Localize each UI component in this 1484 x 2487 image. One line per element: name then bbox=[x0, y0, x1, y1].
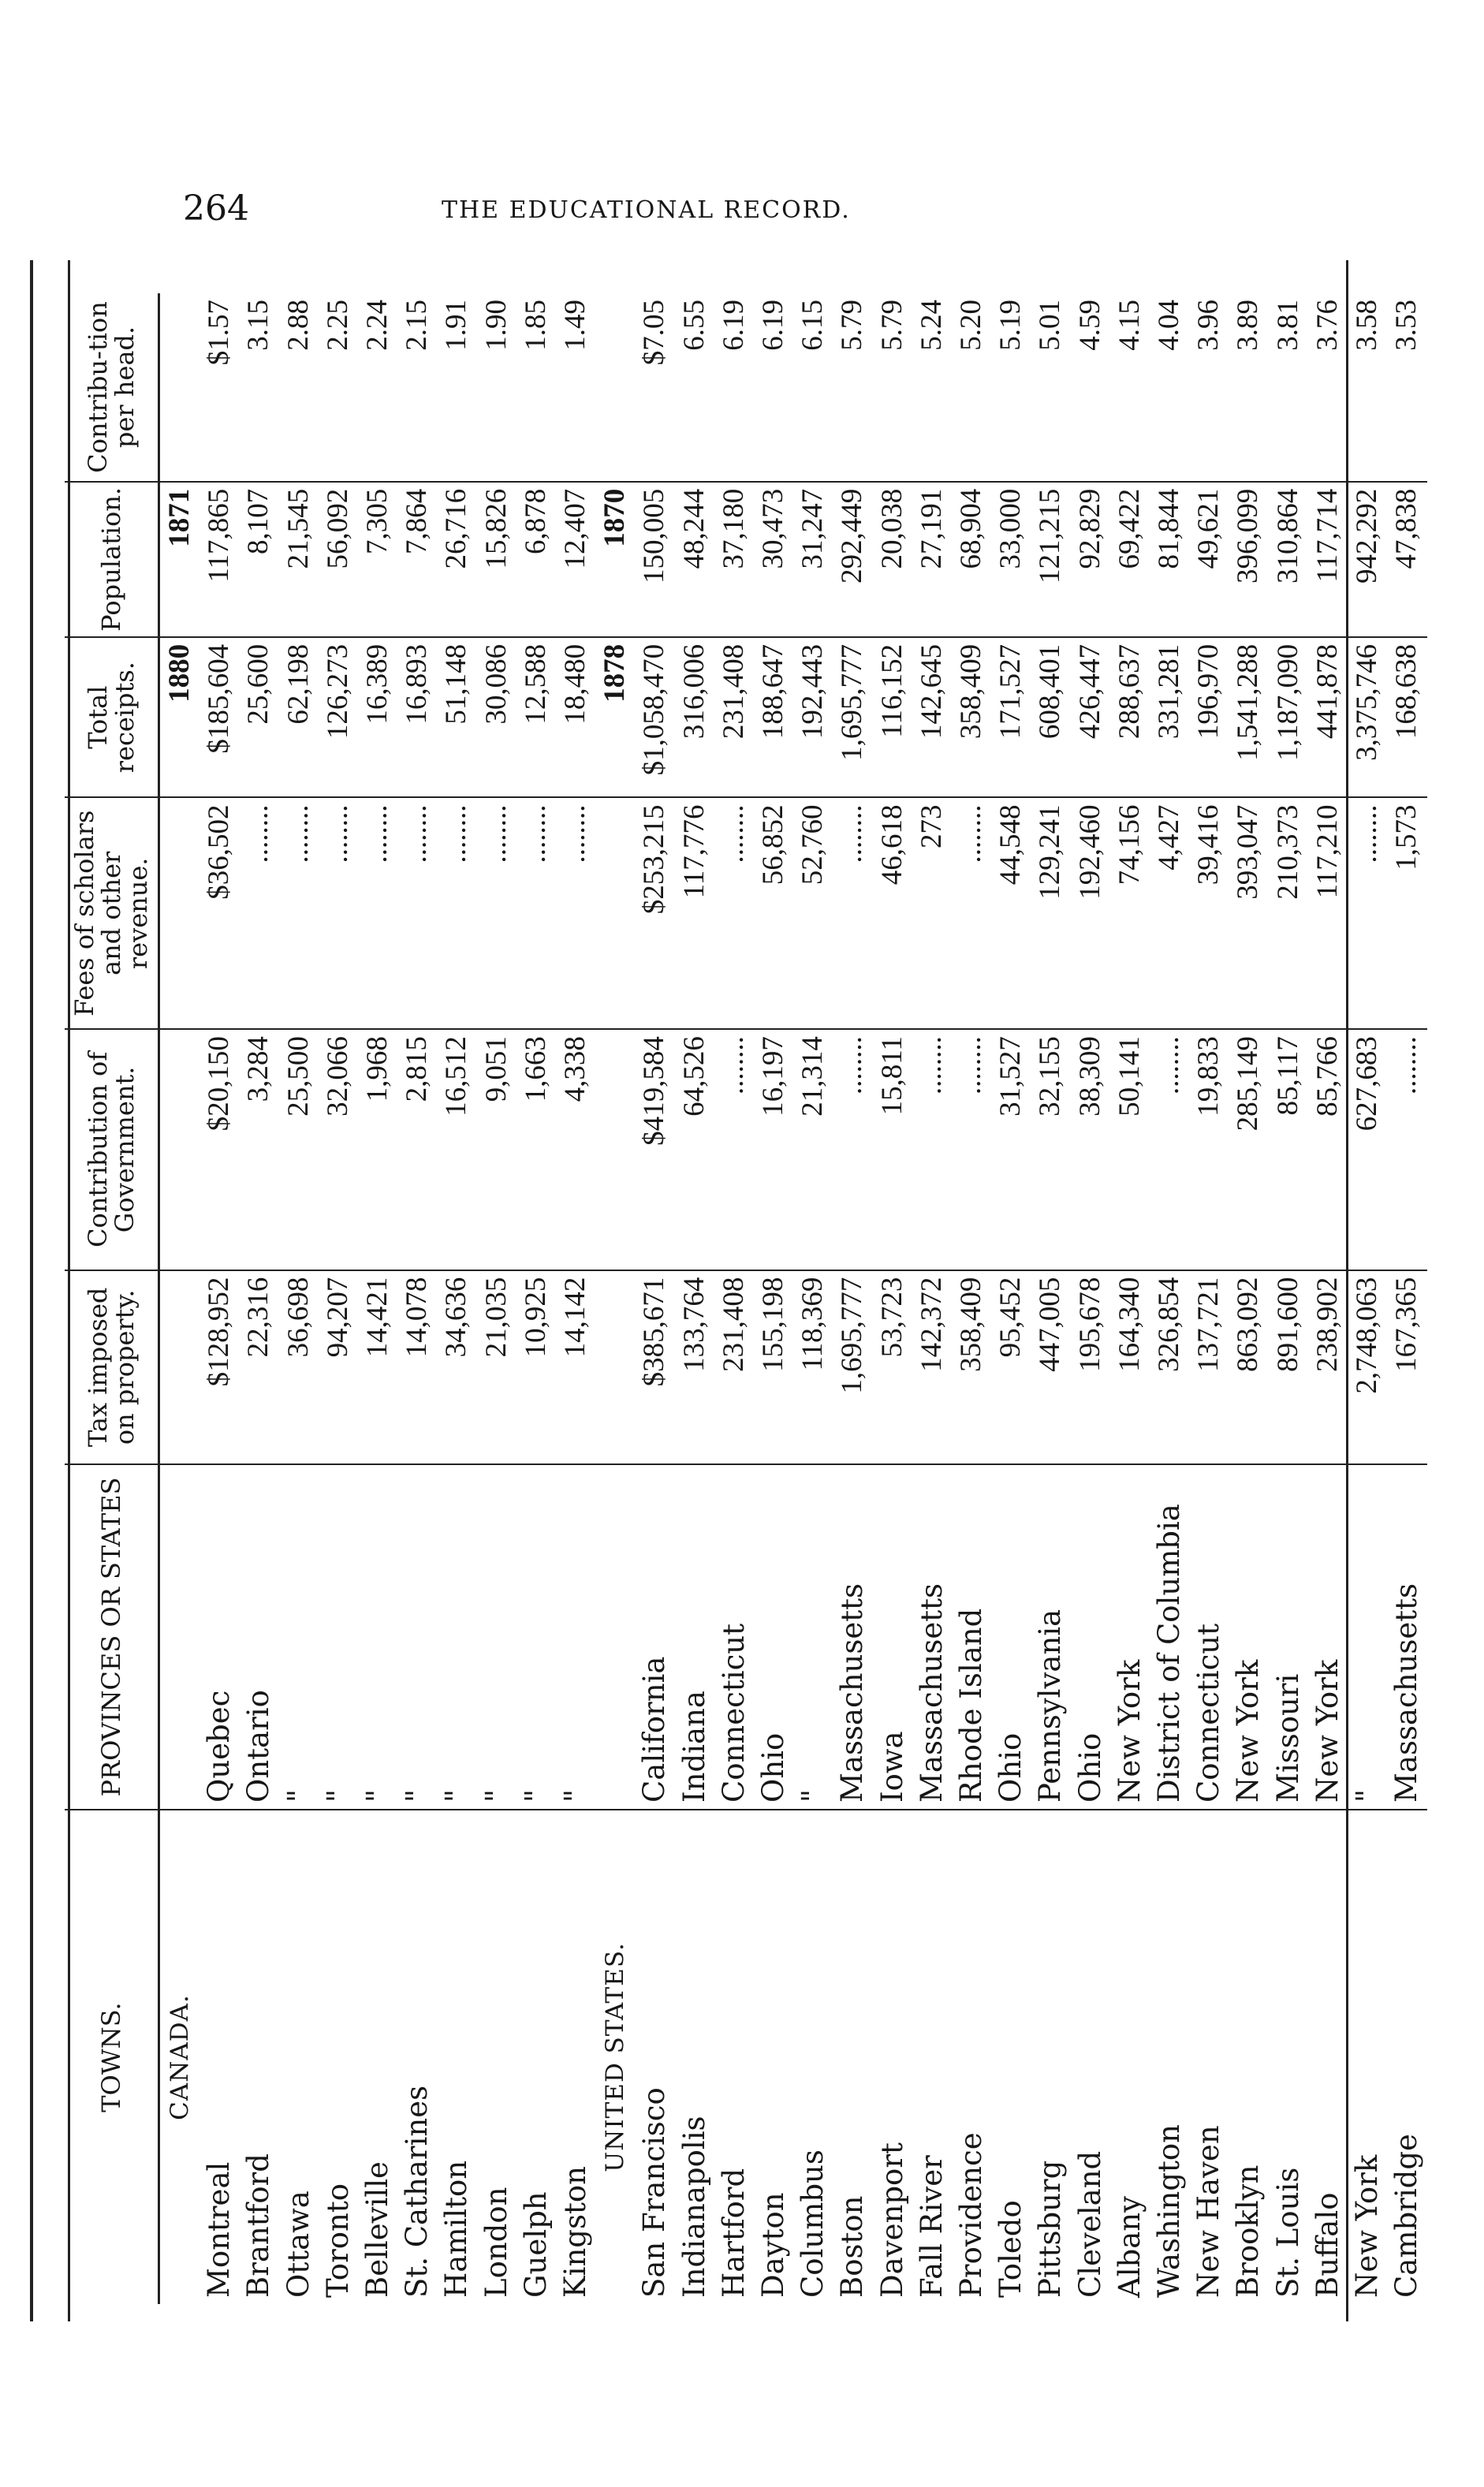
province-state: Iowa bbox=[873, 1464, 912, 1810]
province-state: Pennsylvania bbox=[1031, 1464, 1070, 1810]
government-value: ........ bbox=[833, 1029, 872, 1270]
fees-value: 74,156 bbox=[1110, 797, 1150, 1029]
per-head-value: 2.15 bbox=[397, 293, 437, 482]
province-state: Massachusetts bbox=[833, 1464, 872, 1810]
per-head-value: 5.19 bbox=[991, 293, 1031, 482]
per-head-value: 5.24 bbox=[912, 293, 952, 482]
government-value: ........ bbox=[952, 1029, 991, 1270]
per-head-value: 2.24 bbox=[358, 293, 397, 482]
table-row bbox=[1189, 293, 1229, 2304]
town-name: Indianapolis bbox=[677, 2116, 711, 2298]
per-head-value: 3.89 bbox=[1229, 293, 1268, 482]
population-value: 92,829 bbox=[1071, 482, 1110, 637]
fees-value: ........ bbox=[833, 797, 872, 1029]
province-state: Connecticut bbox=[1189, 1464, 1229, 1810]
population-value: 27,191 bbox=[912, 482, 952, 637]
per-head-value: 5.79 bbox=[833, 293, 872, 482]
government-value: 25,500 bbox=[279, 1029, 319, 1270]
tax-value: 94,207 bbox=[319, 1270, 358, 1464]
table-row bbox=[1150, 293, 1189, 2304]
town-name: Dayton bbox=[756, 2192, 791, 2298]
total-receipts-value: 25,600 bbox=[239, 637, 278, 798]
per-head-value: 1.91 bbox=[437, 293, 476, 482]
total-receipts-value: 608,401 bbox=[1031, 637, 1070, 798]
total-receipts-value: 231,408 bbox=[714, 637, 754, 798]
table-row bbox=[397, 293, 437, 2304]
province-state: " bbox=[556, 1464, 595, 1810]
col-total: Total receipts. bbox=[65, 637, 159, 798]
province-state: Ohio bbox=[991, 1464, 1031, 1810]
province-state: " bbox=[319, 1464, 358, 1810]
table-row bbox=[754, 293, 793, 2304]
table-row bbox=[1269, 293, 1308, 2304]
government-value: ........ bbox=[912, 1029, 952, 1270]
province-state: " bbox=[358, 1464, 397, 1810]
town-name: Cambridge bbox=[1389, 2134, 1424, 2298]
population-value: 8,107 bbox=[239, 482, 278, 637]
table-row bbox=[239, 293, 278, 2304]
total-receipts-value: 12,588 bbox=[516, 637, 556, 798]
town-name: Columbus bbox=[796, 2150, 830, 2298]
tax-value: $128,952 bbox=[199, 1270, 239, 1464]
town-name: Ottawa bbox=[281, 2191, 315, 2298]
town-name: Brooklyn bbox=[1231, 2164, 1266, 2298]
population-value: 7,305 bbox=[358, 482, 397, 637]
total-receipts-value: 1,541,288 bbox=[1229, 637, 1268, 798]
total-receipts-value: 1,695,777 bbox=[833, 637, 872, 798]
tax-value: 14,421 bbox=[358, 1270, 397, 1464]
town-name: Hartford bbox=[716, 2168, 751, 2298]
fees-value: $36,502 bbox=[199, 797, 239, 1029]
government-value: 38,309 bbox=[1071, 1029, 1110, 1270]
table-row bbox=[912, 293, 952, 2304]
province-state: " bbox=[437, 1464, 476, 1810]
col-tax: Tax imposed on property. bbox=[65, 1270, 159, 1464]
population-value: 69,422 bbox=[1110, 482, 1150, 637]
fees-value: $253,215 bbox=[635, 797, 674, 1029]
table-row bbox=[516, 293, 556, 2304]
government-value: 16,512 bbox=[437, 1029, 476, 1270]
table-row bbox=[1229, 293, 1268, 2304]
per-head-value: 5.01 bbox=[1031, 293, 1070, 482]
total-receipts-value: 3,375,746 bbox=[1348, 637, 1387, 798]
table-row bbox=[437, 293, 476, 2304]
government-value: 64,526 bbox=[675, 1029, 714, 1270]
province-state: " bbox=[516, 1464, 556, 1810]
fees-value: 44,548 bbox=[991, 797, 1031, 1029]
total-receipts-value: 441,878 bbox=[1308, 637, 1348, 798]
town-name: Montreal bbox=[202, 2161, 237, 2298]
col-fees: Fees of scholars and other revenue. bbox=[65, 797, 159, 1029]
tax-value: 133,764 bbox=[675, 1270, 714, 1464]
canada-section bbox=[159, 293, 596, 2304]
fees-value: ........ bbox=[437, 797, 476, 1029]
tax-value: 14,078 bbox=[397, 1270, 437, 1464]
fees-value: ........ bbox=[1348, 797, 1387, 1029]
fees-value: 117,776 bbox=[675, 797, 714, 1029]
province-state: Connecticut bbox=[714, 1464, 754, 1810]
total-receipts-value: 30,086 bbox=[477, 637, 516, 798]
tax-value: 142,372 bbox=[912, 1270, 952, 1464]
town-name: Washington bbox=[1152, 2123, 1187, 2298]
tax-value: 14,142 bbox=[556, 1270, 595, 1464]
running-head: THE EDUCATIONAL RECORD. bbox=[442, 196, 851, 224]
fees-value: ........ bbox=[477, 797, 516, 1029]
government-value: 16,197 bbox=[754, 1029, 793, 1270]
per-head-value: 5.20 bbox=[952, 293, 991, 482]
total-receipts-value: 426,447 bbox=[1071, 637, 1110, 798]
col-towns: TOWNS. bbox=[65, 1810, 159, 2304]
province-state: Massachusetts bbox=[1387, 1464, 1426, 1810]
total-receipts-value: 331,281 bbox=[1150, 637, 1189, 798]
province-state: Missouri bbox=[1269, 1464, 1308, 1810]
table-row bbox=[793, 293, 833, 2304]
per-head-value: 3.76 bbox=[1308, 293, 1348, 482]
table-row bbox=[1308, 293, 1348, 2304]
government-value: 31,527 bbox=[991, 1029, 1031, 1270]
tax-value: 118,369 bbox=[793, 1270, 833, 1464]
fees-value: 192,460 bbox=[1071, 797, 1110, 1029]
table-row bbox=[1387, 293, 1426, 2304]
population-value: 30,473 bbox=[754, 482, 793, 637]
tax-value: 95,452 bbox=[991, 1270, 1031, 1464]
total-receipts-value: 196,970 bbox=[1189, 637, 1229, 798]
province-state: " bbox=[793, 1464, 833, 1810]
table-row bbox=[358, 293, 397, 2304]
fees-value: ........ bbox=[319, 797, 358, 1029]
population-value: 150,005 bbox=[635, 482, 674, 637]
table-row bbox=[1031, 293, 1070, 2304]
tax-value: 137,721 bbox=[1189, 1270, 1229, 1464]
tax-value: 34,636 bbox=[437, 1270, 476, 1464]
fees-value: ........ bbox=[397, 797, 437, 1029]
population-value: 12,407 bbox=[556, 482, 595, 637]
fees-value: 46,618 bbox=[873, 797, 912, 1029]
table-row bbox=[991, 293, 1031, 2304]
province-state: " bbox=[397, 1464, 437, 1810]
town-name: Toronto bbox=[320, 2183, 355, 2298]
page-header bbox=[0, 185, 1484, 233]
population-value: 20,038 bbox=[873, 482, 912, 637]
per-head-value: 1.90 bbox=[477, 293, 516, 482]
fees-value: ........ bbox=[358, 797, 397, 1029]
total-receipts-value: 51,148 bbox=[437, 637, 476, 798]
province-state: Indiana bbox=[675, 1464, 714, 1810]
total-receipts-value: 62,198 bbox=[279, 637, 319, 798]
page-number: 264 bbox=[183, 188, 249, 229]
us-caption-row bbox=[595, 293, 635, 2304]
province-state: New York bbox=[1308, 1464, 1348, 1810]
government-value: 50,141 bbox=[1110, 1029, 1150, 1270]
population-value: 26,716 bbox=[437, 482, 476, 637]
population-value: 7,864 bbox=[397, 482, 437, 637]
table-row bbox=[1110, 293, 1150, 2304]
school-revenue-table bbox=[65, 293, 1427, 2304]
col-per-head: Contribu-tion per head. bbox=[65, 293, 159, 482]
tax-value: 326,854 bbox=[1150, 1270, 1189, 1464]
town-name: Buffalo bbox=[1310, 2192, 1344, 2298]
town-name: Hamilton bbox=[439, 2160, 474, 2298]
per-head-value: 2.88 bbox=[279, 293, 319, 482]
province-state: Quebec bbox=[199, 1464, 239, 1810]
government-value: 2,815 bbox=[397, 1029, 437, 1270]
population-value: 117,865 bbox=[199, 482, 239, 637]
government-value: 1,663 bbox=[516, 1029, 556, 1270]
tax-value: 164,340 bbox=[1110, 1270, 1150, 1464]
province-state: New York bbox=[1110, 1464, 1150, 1810]
tax-value: 447,005 bbox=[1031, 1270, 1070, 1464]
town-name: Toledo bbox=[994, 2200, 1028, 2298]
province-state: " bbox=[279, 1464, 319, 1810]
population-value: 81,844 bbox=[1150, 482, 1189, 637]
table-header-row bbox=[65, 293, 159, 2304]
total-receipts-value: 126,273 bbox=[319, 637, 358, 798]
fees-value: ........ bbox=[952, 797, 991, 1029]
population-value: 56,092 bbox=[319, 482, 358, 637]
fees-value: 210,373 bbox=[1269, 797, 1308, 1029]
town-name: Fall River bbox=[914, 2155, 949, 2298]
fees-value: ........ bbox=[516, 797, 556, 1029]
outer-rule bbox=[30, 260, 33, 2321]
fees-value: 1,573 bbox=[1387, 797, 1426, 1029]
table-row bbox=[319, 293, 358, 2304]
per-head-value: 6.55 bbox=[675, 293, 714, 482]
per-head-value: 4.15 bbox=[1110, 293, 1150, 482]
government-value: 19,833 bbox=[1189, 1029, 1229, 1270]
population-value: 49,621 bbox=[1189, 482, 1229, 637]
province-state: " bbox=[1348, 1464, 1387, 1810]
tax-value: 358,409 bbox=[952, 1270, 991, 1464]
total-receipts-value: 171,527 bbox=[991, 637, 1031, 798]
tax-value: 22,316 bbox=[239, 1270, 278, 1464]
table-row bbox=[873, 293, 912, 2304]
per-head-value: $7.05 bbox=[635, 293, 674, 482]
total-receipts-value: $185,604 bbox=[199, 637, 239, 798]
town-name: Kingston bbox=[558, 2166, 593, 2298]
per-head-value: 6.15 bbox=[793, 293, 833, 482]
fees-value: 52,760 bbox=[793, 797, 833, 1029]
tax-value: 36,698 bbox=[279, 1270, 319, 1464]
table-row bbox=[714, 293, 754, 2304]
table-row bbox=[1071, 293, 1110, 2304]
canada-caption: CANADA. bbox=[166, 1994, 194, 2120]
population-value: 47,838 bbox=[1387, 482, 1426, 637]
per-head-value: 3.96 bbox=[1189, 293, 1229, 482]
town-name: Providence bbox=[954, 2132, 989, 2298]
population-value: 396,099 bbox=[1229, 482, 1268, 637]
tax-value: 10,925 bbox=[516, 1270, 556, 1464]
province-state: Rhode Island bbox=[952, 1464, 991, 1810]
total-receipts-value: 16,893 bbox=[397, 637, 437, 798]
col-population: Population. bbox=[65, 482, 159, 637]
tax-value: 891,600 bbox=[1269, 1270, 1308, 1464]
tax-value: 863,092 bbox=[1229, 1270, 1268, 1464]
tax-value: 195,678 bbox=[1071, 1270, 1110, 1464]
us-caption: UNITED STATES. bbox=[601, 1942, 630, 2172]
tax-value: 238,902 bbox=[1308, 1270, 1348, 1464]
town-name: Davenport bbox=[874, 2142, 909, 2298]
government-value: 15,811 bbox=[873, 1029, 912, 1270]
us-receipts-year: 1878 bbox=[595, 637, 635, 798]
total-receipts-value: 16,389 bbox=[358, 637, 397, 798]
fees-value: 393,047 bbox=[1229, 797, 1268, 1029]
total-receipts-value: $1,058,470 bbox=[635, 637, 674, 798]
total-receipts-value: 358,409 bbox=[952, 637, 991, 798]
table-row bbox=[556, 293, 595, 2304]
government-value: 21,314 bbox=[793, 1029, 833, 1270]
total-receipts-value: 168,638 bbox=[1387, 637, 1426, 798]
per-head-value: 5.79 bbox=[873, 293, 912, 482]
table-row bbox=[279, 293, 319, 2304]
table-row bbox=[833, 293, 872, 2304]
total-receipts-value: 18,480 bbox=[556, 637, 595, 798]
town-name: Cleveland bbox=[1072, 2150, 1107, 2298]
population-value: 37,180 bbox=[714, 482, 754, 637]
table-row bbox=[675, 293, 714, 2304]
town-name: Albany bbox=[1112, 2195, 1147, 2298]
government-value: 32,155 bbox=[1031, 1029, 1070, 1270]
government-value: 9,051 bbox=[477, 1029, 516, 1270]
population-value: 15,826 bbox=[477, 482, 516, 637]
town-name: New York bbox=[1350, 2154, 1385, 2298]
table-row bbox=[635, 293, 674, 2304]
fees-value: ........ bbox=[714, 797, 754, 1029]
total-receipts-value: 288,637 bbox=[1110, 637, 1150, 798]
government-value: $419,584 bbox=[635, 1029, 674, 1270]
canada-caption-row bbox=[159, 293, 200, 2304]
population-value: 31,247 bbox=[793, 482, 833, 637]
government-value: 32,066 bbox=[319, 1029, 358, 1270]
population-value: 6,878 bbox=[516, 482, 556, 637]
fees-value: 4,427 bbox=[1150, 797, 1189, 1029]
population-value: 310,864 bbox=[1269, 482, 1308, 637]
town-name: London bbox=[479, 2187, 513, 2298]
tax-value: $385,671 bbox=[635, 1270, 674, 1464]
col-government: Contribution of Government. bbox=[65, 1029, 159, 1270]
town-name: St. Catharines bbox=[400, 2085, 434, 2298]
fees-value: 39,416 bbox=[1189, 797, 1229, 1029]
us-section bbox=[595, 293, 1426, 2304]
government-value: 85,766 bbox=[1308, 1029, 1348, 1270]
per-head-value: 1.85 bbox=[516, 293, 556, 482]
total-receipts-value: 192,443 bbox=[793, 637, 833, 798]
fees-value: ........ bbox=[239, 797, 278, 1029]
province-state: Ontario bbox=[239, 1464, 278, 1810]
government-value: 627,683 bbox=[1348, 1029, 1387, 1270]
per-head-value: 1.49 bbox=[556, 293, 595, 482]
government-value: 1,968 bbox=[358, 1029, 397, 1270]
population-value: 942,292 bbox=[1348, 482, 1387, 637]
town-name: Pittsburg bbox=[1033, 2160, 1068, 2298]
fees-value: 273 bbox=[912, 797, 952, 1029]
town-name: San Francisco bbox=[637, 2087, 672, 2298]
province-state: New York bbox=[1229, 1464, 1268, 1810]
per-head-value: 6.19 bbox=[714, 293, 754, 482]
population-value: 33,000 bbox=[991, 482, 1031, 637]
town-name: St. Louis bbox=[1270, 2167, 1305, 2298]
table-row bbox=[952, 293, 991, 2304]
canada-receipts-year: 1880 bbox=[159, 637, 200, 798]
government-value: 285,149 bbox=[1229, 1029, 1268, 1270]
total-receipts-value: 188,647 bbox=[754, 637, 793, 798]
rotated-table bbox=[63, 268, 1424, 2318]
tax-value: 155,198 bbox=[754, 1270, 793, 1464]
town-name: Guelph bbox=[518, 2191, 553, 2298]
population-value: 292,449 bbox=[833, 482, 872, 637]
town-name: Boston bbox=[835, 2195, 870, 2298]
per-head-value: 3.58 bbox=[1348, 293, 1387, 482]
province-state: Ohio bbox=[754, 1464, 793, 1810]
population-value: 48,244 bbox=[675, 482, 714, 637]
per-head-value: 4.04 bbox=[1150, 293, 1189, 482]
province-state: District of Columbia bbox=[1150, 1464, 1189, 1810]
population-value: 117,714 bbox=[1308, 482, 1348, 637]
tax-value: 53,723 bbox=[873, 1270, 912, 1464]
government-value: $20,150 bbox=[199, 1029, 239, 1270]
per-head-value: 3.53 bbox=[1387, 293, 1426, 482]
total-receipts-value: 1,187,090 bbox=[1269, 637, 1308, 798]
table-row bbox=[199, 293, 239, 2304]
per-head-value: 3.15 bbox=[239, 293, 278, 482]
fees-value: ........ bbox=[556, 797, 595, 1029]
fees-value: ........ bbox=[279, 797, 319, 1029]
col-provinces: PROVINCES OR STATES bbox=[65, 1464, 159, 1810]
government-value: ........ bbox=[1387, 1029, 1426, 1270]
rotated-table-frame bbox=[63, 268, 1424, 2318]
province-state: Massachusetts bbox=[912, 1464, 952, 1810]
fees-value: 117,210 bbox=[1308, 797, 1348, 1029]
fees-value: 129,241 bbox=[1031, 797, 1070, 1029]
town-name: Belleville bbox=[360, 2161, 395, 2298]
town-name: New Haven bbox=[1191, 2125, 1226, 2298]
province-state: Ohio bbox=[1071, 1464, 1110, 1810]
government-value: ........ bbox=[1150, 1029, 1189, 1270]
town-name: Brantford bbox=[241, 2153, 276, 2298]
total-receipts-value: 316,006 bbox=[675, 637, 714, 798]
tax-value: 2,748,063 bbox=[1348, 1270, 1387, 1464]
us-population-year: 1870 bbox=[595, 482, 635, 637]
government-value: 85,117 bbox=[1269, 1029, 1308, 1270]
per-head-value: 4.59 bbox=[1071, 293, 1110, 482]
per-head-value: 6.19 bbox=[754, 293, 793, 482]
population-value: 121,215 bbox=[1031, 482, 1070, 637]
total-receipts-value: 116,152 bbox=[873, 637, 912, 798]
fees-value: 56,852 bbox=[754, 797, 793, 1029]
tax-value: 21,035 bbox=[477, 1270, 516, 1464]
table-row bbox=[477, 293, 516, 2304]
per-head-value: 3.81 bbox=[1269, 293, 1308, 482]
tax-value: 167,365 bbox=[1387, 1270, 1426, 1464]
per-head-value: $1.57 bbox=[199, 293, 239, 482]
per-head-value: 2.25 bbox=[319, 293, 358, 482]
government-value: 4,338 bbox=[556, 1029, 595, 1270]
province-state: California bbox=[635, 1464, 674, 1810]
province-state: " bbox=[477, 1464, 516, 1810]
total-receipts-value: 142,645 bbox=[912, 637, 952, 798]
table-row bbox=[1348, 293, 1387, 2304]
canada-population-year: 1871 bbox=[159, 482, 200, 637]
government-value: ........ bbox=[714, 1029, 754, 1270]
population-value: 21,545 bbox=[279, 482, 319, 637]
tax-value: 231,408 bbox=[714, 1270, 754, 1464]
tax-value: 1,695,777 bbox=[833, 1270, 872, 1464]
population-value: 68,904 bbox=[952, 482, 991, 637]
government-value: 3,284 bbox=[239, 1029, 278, 1270]
